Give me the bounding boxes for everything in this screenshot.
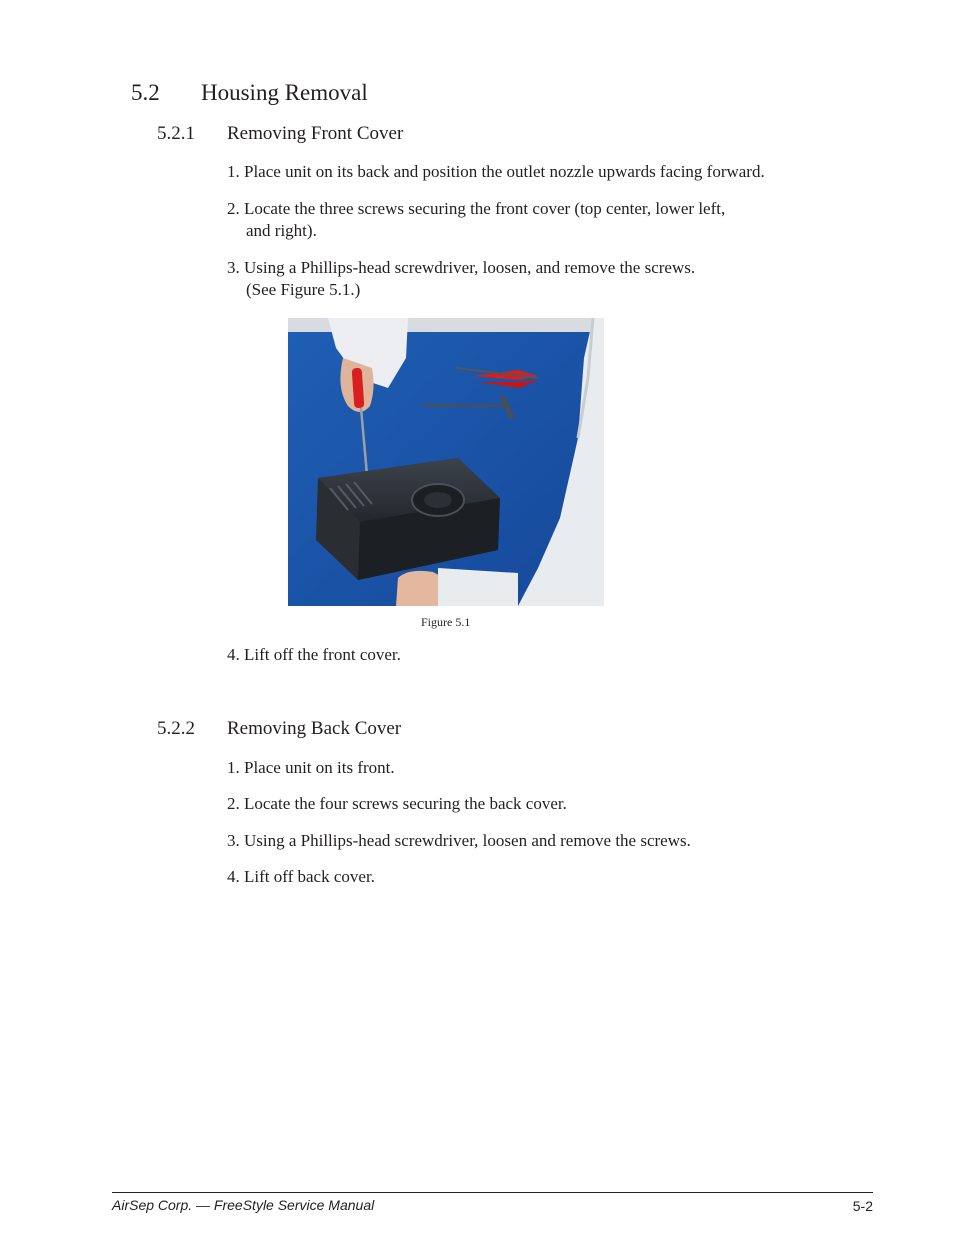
front-step-2-line-2: and right). — [246, 221, 317, 240]
subsection-title: Removing Back Cover — [227, 718, 402, 739]
back-step-4: 4. Lift off back cover. — [227, 867, 375, 886]
front-step-4: 4. Lift off the front cover. — [227, 645, 401, 664]
front-step-1: 1. Place unit on its back and position the outlet nozzle upwards facing forward. — [227, 162, 765, 181]
front-step-2-line-1: 2. Locate the three screws securing the front cover (top center, lower left, — [227, 199, 726, 218]
page-number: 5-2 — [852, 1198, 873, 1214]
subsection-number: 5.2.1 — [157, 123, 195, 144]
subsection-title: Removing Front Cover — [227, 123, 404, 144]
subsection-heading-front-cover — [157, 123, 557, 149]
footer-text: AirSep Corp. — FreeStyle Service Manual — [112, 1197, 375, 1213]
back-step-2: 2. Locate the four screws securing the back cover. — [227, 794, 567, 813]
back-step-1: 1. Place unit on its front. — [227, 758, 395, 777]
front-step-2 — [227, 198, 867, 242]
back-step-3: 3. Using a Phillips-head screwdriver, loosen and remove the screws. — [227, 831, 691, 850]
figure-caption: Figure 5.1 — [421, 615, 471, 629]
section-heading — [131, 80, 531, 110]
front-step-3-line-1: 3. Using a Phillips-head screwdriver, loosen, and remove the screws. — [227, 258, 696, 277]
subsection-number: 5.2.2 — [157, 718, 195, 739]
section-title: Housing Removal — [201, 80, 368, 105]
footer-divider — [112, 1192, 873, 1193]
subsection-heading-back-cover — [157, 718, 557, 744]
figure-photo — [288, 318, 604, 606]
front-step-3-line-2: (See Figure 5.1.) — [246, 280, 361, 299]
section-number: 5.2 — [131, 80, 160, 105]
figure-illustration — [288, 318, 604, 606]
front-step-3 — [227, 257, 867, 301]
